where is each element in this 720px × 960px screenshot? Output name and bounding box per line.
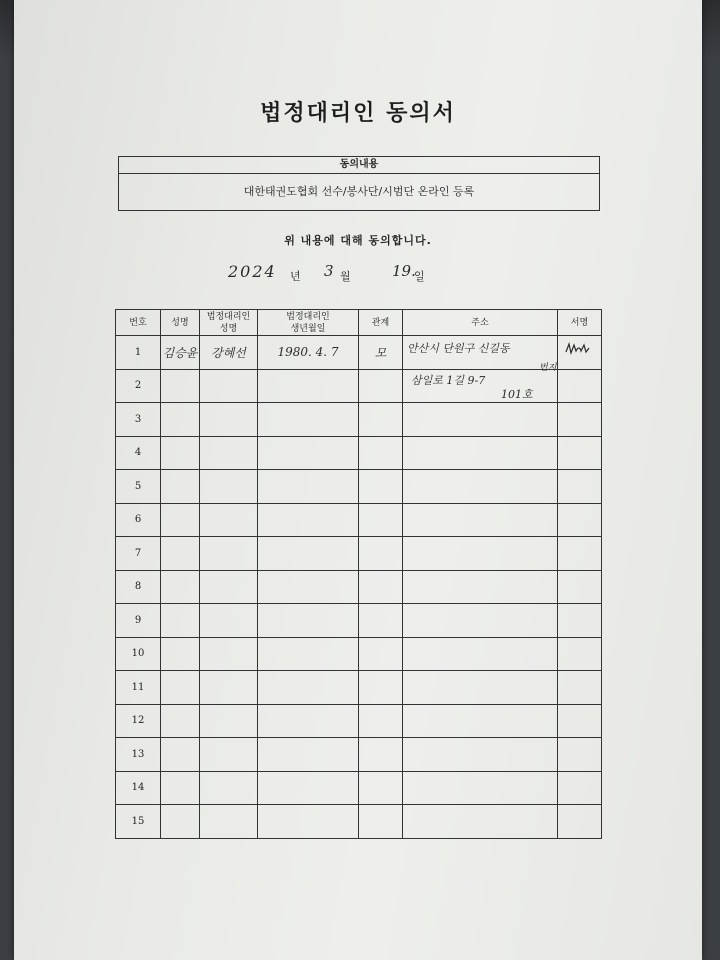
relation-cell xyxy=(359,336,403,370)
guardian-name-cell xyxy=(200,570,258,604)
name-cell xyxy=(161,738,200,772)
relation-cell xyxy=(359,604,403,638)
address-cell xyxy=(403,470,558,504)
name-cell xyxy=(161,704,200,738)
date-day: 19. xyxy=(392,262,416,280)
name-cell xyxy=(161,805,200,839)
address-cell xyxy=(403,570,558,604)
header-name: 성명 xyxy=(161,310,200,336)
address-cell xyxy=(403,637,558,671)
name-cell xyxy=(161,771,200,805)
signature-cell xyxy=(558,403,602,437)
row-number: 10 xyxy=(116,637,161,671)
table-row xyxy=(116,604,602,638)
address-line3: 101호 xyxy=(501,388,533,401)
table-row xyxy=(116,771,602,805)
name-cell xyxy=(161,604,200,638)
relation-cell xyxy=(359,537,403,571)
guardian-name-cell xyxy=(200,738,258,772)
signature-cell xyxy=(558,436,602,470)
guardian-birth-cell xyxy=(258,503,359,537)
table-row xyxy=(116,570,602,604)
guardian-name-cell xyxy=(200,537,258,571)
relation-cell xyxy=(359,436,403,470)
signature-cell xyxy=(558,503,602,537)
guardian-birth-cell xyxy=(258,336,359,370)
table-row xyxy=(116,403,602,437)
guardian-name-cell xyxy=(200,771,258,805)
guardian-birth: 1980. 4. 7 xyxy=(277,345,339,360)
table-row xyxy=(116,369,602,403)
signature-cell xyxy=(558,570,602,604)
name-cell xyxy=(161,436,200,470)
guardian-name-cell xyxy=(200,671,258,705)
row-number: 6 xyxy=(116,503,161,537)
row-number: 13 xyxy=(116,738,161,772)
guardian-birth-cell xyxy=(258,403,359,437)
consent-content-text: 대한태권도협회 선수/봉사단/시범단 온라인 등록 xyxy=(243,185,475,198)
relation-cell xyxy=(359,704,403,738)
address-cell xyxy=(403,537,558,571)
guardian-name-cell xyxy=(200,503,258,537)
table-row xyxy=(116,470,602,504)
row-number: 14 xyxy=(116,771,161,805)
row-number: 15 xyxy=(116,805,161,839)
signature-cell xyxy=(558,671,602,705)
relation-cell xyxy=(359,671,403,705)
row-number: 12 xyxy=(116,704,161,738)
guardian-name-cell xyxy=(200,637,258,671)
guardian-name-cell xyxy=(200,369,258,403)
address-extra: 번지 xyxy=(539,363,557,373)
address-cell xyxy=(403,604,558,638)
guardian-birth-cell xyxy=(258,738,359,772)
table-row xyxy=(116,637,602,671)
signature-cell xyxy=(558,637,602,671)
relation-cell xyxy=(359,470,403,504)
guardian-birth-cell xyxy=(258,436,359,470)
address-cell xyxy=(403,436,558,470)
header-address: 주소 xyxy=(403,310,558,336)
address-line1: 안산시 단원구 신길동 xyxy=(407,342,510,355)
signature-cell xyxy=(558,336,602,370)
table-header-row xyxy=(116,310,602,336)
address-line2: 삼일로 1길 9-7 xyxy=(411,374,486,387)
row-number: 11 xyxy=(116,671,161,705)
guardian-name-cell xyxy=(200,403,258,437)
row-number: 4 xyxy=(116,436,161,470)
address-cell xyxy=(403,403,558,437)
relation-cell xyxy=(359,738,403,772)
row-number: 8 xyxy=(116,570,161,604)
name-cell xyxy=(161,369,200,403)
address-cell xyxy=(403,738,558,772)
table-row xyxy=(116,336,602,370)
table-row xyxy=(116,436,602,470)
name-cell xyxy=(161,403,200,437)
address-cell xyxy=(403,671,558,705)
relation: 모 xyxy=(374,345,387,360)
date-year: 2024 xyxy=(228,262,277,281)
consent-content-box xyxy=(118,156,600,211)
name-cell xyxy=(161,570,200,604)
date-month: 3 xyxy=(324,262,334,280)
signature-cell xyxy=(558,805,602,839)
guardian-name-cell xyxy=(200,604,258,638)
signature-cell xyxy=(558,470,602,504)
signature-cell xyxy=(558,704,602,738)
row-number: 1 xyxy=(116,336,161,370)
signature-cell xyxy=(558,738,602,772)
header-signature: 서명 xyxy=(558,310,602,336)
signature-cell xyxy=(558,537,602,571)
agreement-statement: 위 내용에 대해 동의합니다. xyxy=(284,234,432,247)
table-row xyxy=(116,805,602,839)
signature-cell xyxy=(558,369,602,403)
relation-cell xyxy=(359,369,403,403)
guardian-birth-cell xyxy=(258,637,359,671)
guardian-name-cell xyxy=(200,470,258,504)
guardian-name: 강혜선 xyxy=(211,345,246,360)
guardian-birth-cell xyxy=(258,369,359,403)
address-cell xyxy=(403,369,558,403)
handwritten-signature xyxy=(564,342,590,356)
guardian-birth-cell xyxy=(258,704,359,738)
address-cell xyxy=(403,503,558,537)
table-row xyxy=(116,537,602,571)
header-guardian-name: 법정대리인 성명 xyxy=(200,310,258,336)
relation-cell xyxy=(359,570,403,604)
name-cell xyxy=(161,537,200,571)
guardian-birth-cell xyxy=(258,671,359,705)
relation-cell xyxy=(359,503,403,537)
date-month-unit: 월 xyxy=(340,270,351,283)
guardian-birth-cell xyxy=(258,805,359,839)
name-cell xyxy=(161,637,200,671)
header-relation: 관계 xyxy=(359,310,403,336)
row-number: 9 xyxy=(116,604,161,638)
guardian-birth-cell xyxy=(258,604,359,638)
signature-cell xyxy=(558,604,602,638)
guardian-name-cell xyxy=(200,805,258,839)
row-number: 5 xyxy=(116,470,161,504)
row-number: 2 xyxy=(116,369,161,403)
guardian-birth-cell xyxy=(258,570,359,604)
name-cell xyxy=(161,470,200,504)
relation-cell xyxy=(359,805,403,839)
address-cell xyxy=(403,704,558,738)
relation-cell xyxy=(359,771,403,805)
guardian-name-cell xyxy=(200,704,258,738)
guardian-name-cell xyxy=(200,336,258,370)
guardian-birth-cell xyxy=(258,537,359,571)
consent-document xyxy=(14,0,702,960)
row-number: 3 xyxy=(116,403,161,437)
guardian-birth-cell xyxy=(258,771,359,805)
date-day-unit: 일 xyxy=(414,270,425,283)
guardian-name-cell xyxy=(200,436,258,470)
header-guardian-birth: 법정대리인 생년월일 xyxy=(258,310,359,336)
table-row xyxy=(116,738,602,772)
address-cell xyxy=(403,771,558,805)
name-cell xyxy=(161,336,200,370)
relation-cell xyxy=(359,637,403,671)
signature-cell xyxy=(558,771,602,805)
name-cell xyxy=(161,671,200,705)
name-cell xyxy=(161,503,200,537)
table-row xyxy=(116,671,602,705)
guardian-table xyxy=(115,309,602,839)
guardian-birth-cell xyxy=(258,470,359,504)
document-title: 법정대리인 동의서 xyxy=(260,101,456,126)
header-number: 번호 xyxy=(116,310,161,336)
date-year-unit: 년 xyxy=(290,270,301,283)
relation-cell xyxy=(359,403,403,437)
table-row xyxy=(116,503,602,537)
address-cell xyxy=(403,805,558,839)
student-name: 김승윤 xyxy=(162,345,198,360)
row-number: 7 xyxy=(116,537,161,571)
consent-content-header: 동의내용 xyxy=(119,157,599,174)
table-row xyxy=(116,704,602,738)
address-cell xyxy=(403,336,558,401)
